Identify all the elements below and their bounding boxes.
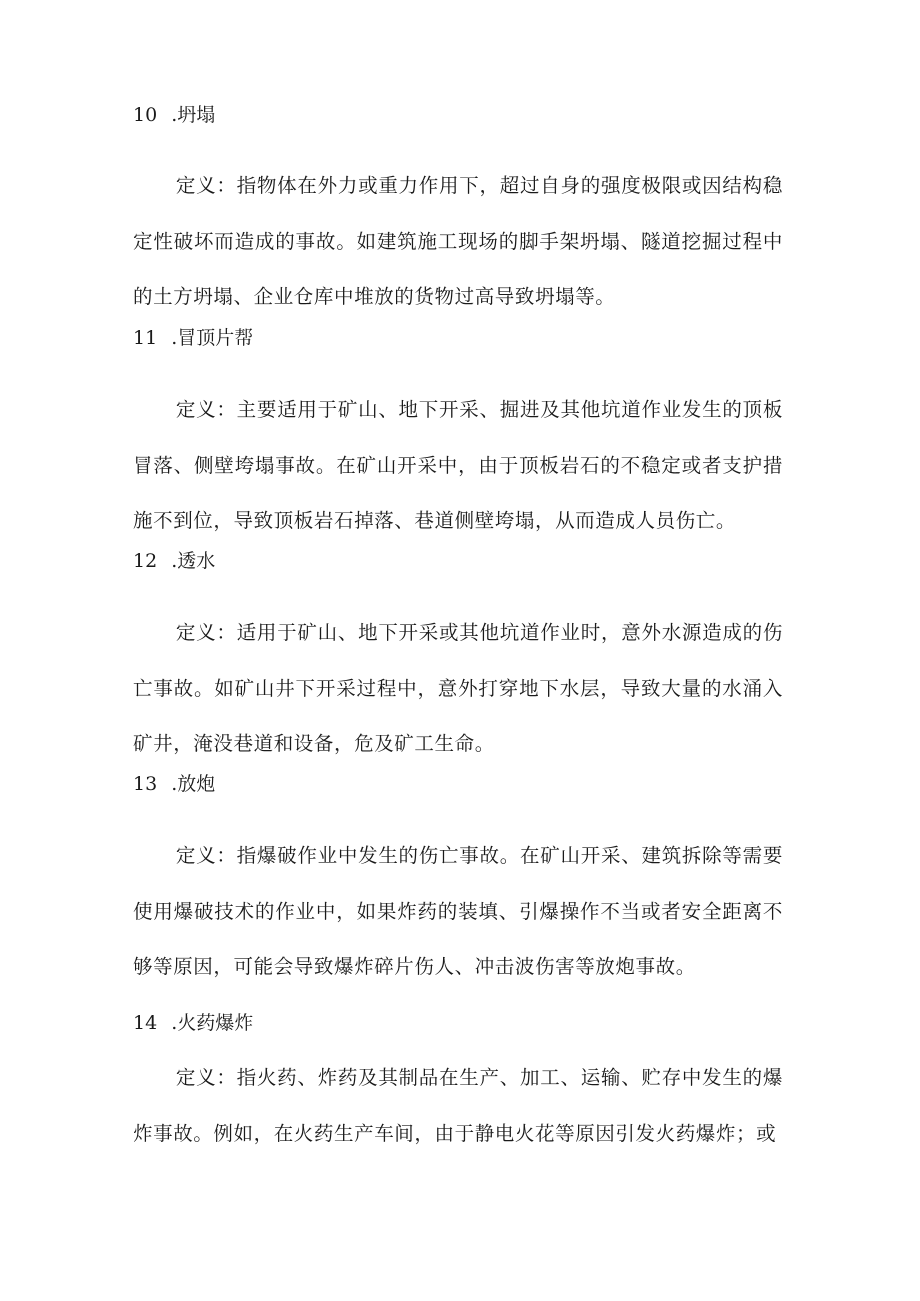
- section-number: 14: [133, 1012, 158, 1034]
- section-heading-14: [133, 1011, 253, 1035]
- section-definition-13: [133, 828, 783, 995]
- section-title: .放炮: [171, 773, 216, 795]
- section-title: .坍塌: [171, 104, 216, 126]
- section-definition-14: [133, 1050, 783, 1161]
- definition-label: 定义：: [175, 621, 237, 644]
- definition-label: 定义：: [175, 174, 237, 197]
- section-number: 13: [133, 773, 158, 795]
- definition-label: 定义：: [175, 398, 237, 421]
- section-definition-12: [133, 605, 783, 772]
- section-heading-12: [133, 549, 215, 573]
- definition-label: 定义：: [175, 1066, 237, 1089]
- section-title: .冒顶片帮: [171, 327, 254, 349]
- section-heading-11: [133, 326, 253, 350]
- definition-text: 指火药、炸药及其制品在生产、加工、运输、贮存中发生的爆炸事故。例如，在火药生产车间，由于静电火花等原因引发火药爆炸；或: [133, 1066, 783, 1145]
- section-heading-13: [133, 772, 215, 796]
- definition-label: 定义：: [175, 844, 237, 867]
- section-heading-10: [133, 103, 215, 127]
- definition-text: 指爆破作业中发生的伤亡事故。在矿山开采、建筑拆除等需要使用爆破技术的作业中，如果炸药的装填、引爆操作不当或者安全距离不够等原因，可能会导致爆炸碎片伤人、冲击波伤害等放炮事故。: [133, 844, 783, 978]
- section-definition-11: [133, 382, 783, 549]
- section-number: 12: [133, 550, 158, 572]
- definition-text: 主要适用于矿山、地下开采、掘进及其他坑道作业发生的顶板冒落、侧壁垮塌事故。在矿山开采中，由于顶板岩石的不稳定或者支护措施不到位，导致顶板岩石掉落、巷道侧壁垮塌，从而造成人员伤亡。: [133, 398, 783, 532]
- section-definition-10: [133, 158, 783, 325]
- section-title: .火药爆炸: [171, 1012, 254, 1034]
- section-title: .透水: [171, 550, 216, 572]
- section-number: 10: [133, 104, 158, 126]
- section-number: 11: [133, 327, 158, 349]
- definition-text: 指物体在外力或重力作用下，超过自身的强度极限或因结构稳定性破坏而造成的事故。如建筑施工现场的脚手架坍塌、隧道挖掘过程中的土方坍塌、企业仓库中堆放的货物过高导致坍塌等。: [133, 174, 783, 308]
- definition-text: 适用于矿山、地下开采或其他坑道作业时，意外水源造成的伤亡事故。如矿山井下开采过程中，意外打穿地下水层，导致大量的水涌入矿井，淹没巷道和设备，危及矿工生命。: [133, 621, 783, 755]
